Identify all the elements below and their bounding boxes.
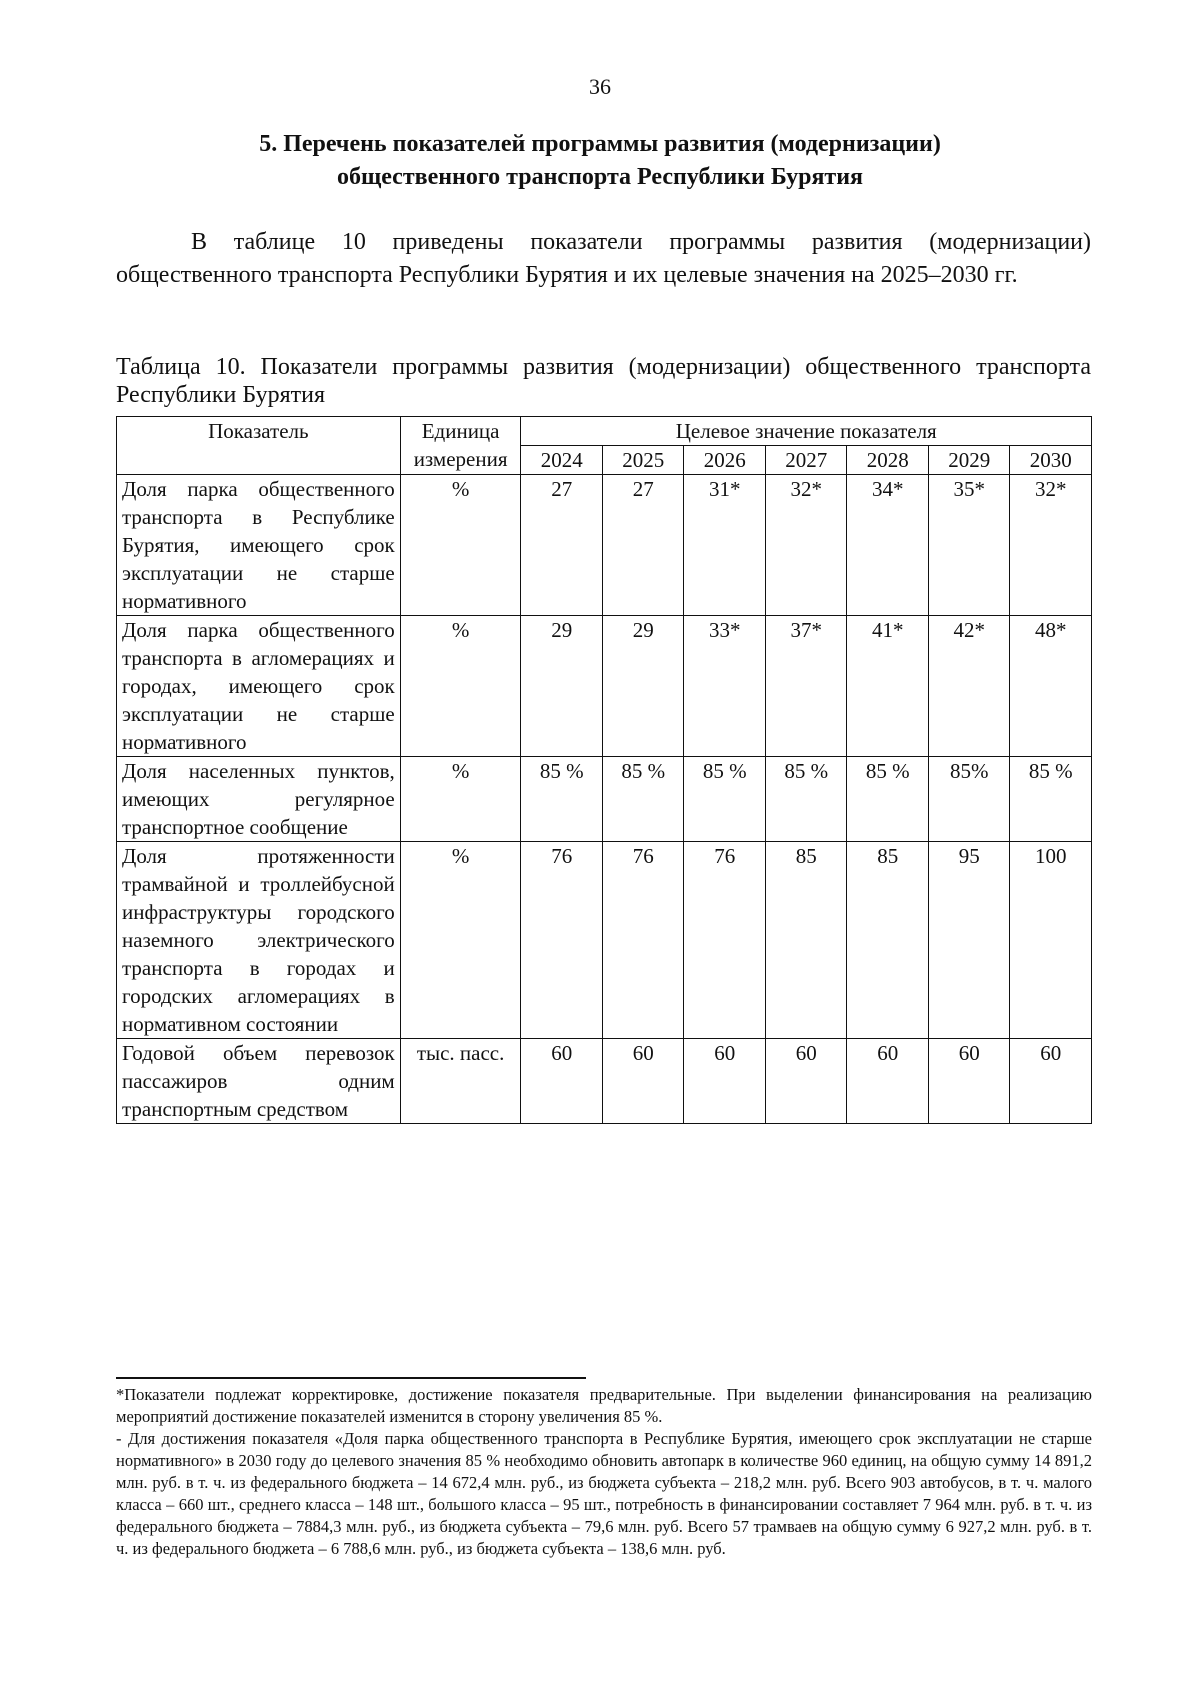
indicator-cell: Доля населенных пунктов, имеющих регулярное транспортное сообщение (117, 757, 401, 842)
value-cell: 27 (521, 475, 603, 616)
unit-cell: % (400, 757, 521, 842)
header-year: 2028 (847, 446, 929, 475)
value-cell: 37* (765, 616, 847, 757)
value-cell: 85 % (765, 757, 847, 842)
value-cell: 60 (521, 1039, 603, 1124)
value-cell: 85 % (684, 757, 766, 842)
header-year: 2026 (684, 446, 766, 475)
indicator-cell: Доля парка общественного транспорта в агломерациях и городах, имеющего срок эксплуатации не старше нормативного (117, 616, 401, 757)
unit-cell: % (400, 842, 521, 1039)
indicators-table (116, 416, 1092, 1124)
table-row (117, 475, 1092, 616)
unit-cell: % (400, 475, 521, 616)
value-cell: 27 (602, 475, 684, 616)
value-cell: 85 % (847, 757, 929, 842)
intro-paragraph: В таблице 10 приведены показатели программы развития (модернизации) общественного транспорта Республики Бурятия и их целевые значения на 2025–2030 гг. (116, 229, 1091, 288)
footnote-asterisk: *Показатели подлежат корректировке, достижение показателя предварительные. При выделении финансирования на реализацию мероприятий достижение показателей изменится в сторону увеличения 85 %. (116, 1385, 1092, 1426)
header-year: 2030 (1010, 446, 1092, 475)
value-cell: 95 (928, 842, 1010, 1039)
value-cell: 48* (1010, 616, 1092, 757)
value-cell: 60 (684, 1039, 766, 1124)
value-cell: 85 (847, 842, 929, 1039)
value-cell: 76 (602, 842, 684, 1039)
value-cell: 42* (928, 616, 1010, 757)
value-cell: 60 (928, 1039, 1010, 1124)
table-header-row (117, 417, 1092, 446)
table-row (117, 757, 1092, 842)
footnotes (116, 1384, 1092, 1560)
header-indicator: Показатель (117, 417, 401, 475)
value-cell: 100 (1010, 842, 1092, 1039)
section-heading-line-2: общественного транспорта Республики Бурятия (336, 164, 864, 190)
footnote-separator (116, 1377, 586, 1379)
header-year: 2025 (602, 446, 684, 475)
header-year: 2024 (521, 446, 603, 475)
value-cell: 85 % (602, 757, 684, 842)
table-caption: Таблица 10. Показатели программы развития (модернизации) общественного транспорта Республики Бурятия (116, 354, 1091, 408)
value-cell: 32* (1010, 475, 1092, 616)
indicator-cell: Доля парка общественного транспорта в Республике Бурятия, имеющего срок эксплуатации не старше нормативного (117, 475, 401, 616)
footnote-financing: - Для достижения показателя «Доля парка общественного транспорта в Республике Бурятия, имеющего срок эксплуатации не старше нормативного» в 2030 году до целевого значения 85 % необходимо обновить автопарк в количестве 960 единиц, на общую сумму 14 891,2 млн. руб. в т. ч. из федерального бюджета – 14 672,4 млн. руб., из бюджета субъекта – 218,2 млн. руб. Всего 903 автобусов, в т. ч. малого класса – 660 шт., среднего класса – 148 шт., большого класса – 95 шт., потребность в финансировании составляет 7 964 млн. руб. в т. ч. из федерального бюджета – 7884,3 млн. руб., из бюджета субъекта – 79,6 млн. руб. Всего 57 трамваев на общую сумму 6 927,2 млн. руб. в т. ч. из федерального бюджета – 6 788,6 млн. руб., из бюджета субъекта – 138,6 млн. руб. (116, 1429, 1092, 1558)
value-cell: 29 (602, 616, 684, 757)
value-cell: 85% (928, 757, 1010, 842)
value-cell: 60 (765, 1039, 847, 1124)
value-cell: 29 (521, 616, 603, 757)
table-row (117, 616, 1092, 757)
value-cell: 31* (684, 475, 766, 616)
value-cell: 85 % (521, 757, 603, 842)
table-row (117, 1039, 1092, 1124)
header-target-value: Целевое значение показателя (521, 417, 1092, 446)
value-cell: 60 (602, 1039, 684, 1124)
unit-cell: тыс. пасс. (400, 1039, 521, 1124)
value-cell: 85 (765, 842, 847, 1039)
value-cell: 34* (847, 475, 929, 616)
value-cell: 76 (521, 842, 603, 1039)
indicator-cell: Доля протяженности трамвайной и троллейбусной инфраструктуры городского наземного электрического транспорта в городах и городских агломерациях в нормативном состоянии (117, 842, 401, 1039)
unit-cell: % (400, 616, 521, 757)
value-cell: 60 (1010, 1039, 1092, 1124)
value-cell: 32* (765, 475, 847, 616)
section-heading (110, 128, 1090, 194)
value-cell: 85 % (1010, 757, 1092, 842)
indicator-cell: Годовой объем перевозок пассажиров одним транспортным средством (117, 1039, 401, 1124)
value-cell: 33* (684, 616, 766, 757)
value-cell: 76 (684, 842, 766, 1039)
table-row (117, 842, 1092, 1039)
header-unit: Единица измерения (400, 417, 521, 475)
value-cell: 35* (928, 475, 1010, 616)
page-number: 36 (589, 74, 611, 99)
section-heading-line-1: 5. Перечень показателей программы развития (модернизации) (259, 131, 941, 157)
header-year: 2027 (765, 446, 847, 475)
value-cell: 41* (847, 616, 929, 757)
header-year: 2029 (928, 446, 1010, 475)
value-cell: 60 (847, 1039, 929, 1124)
